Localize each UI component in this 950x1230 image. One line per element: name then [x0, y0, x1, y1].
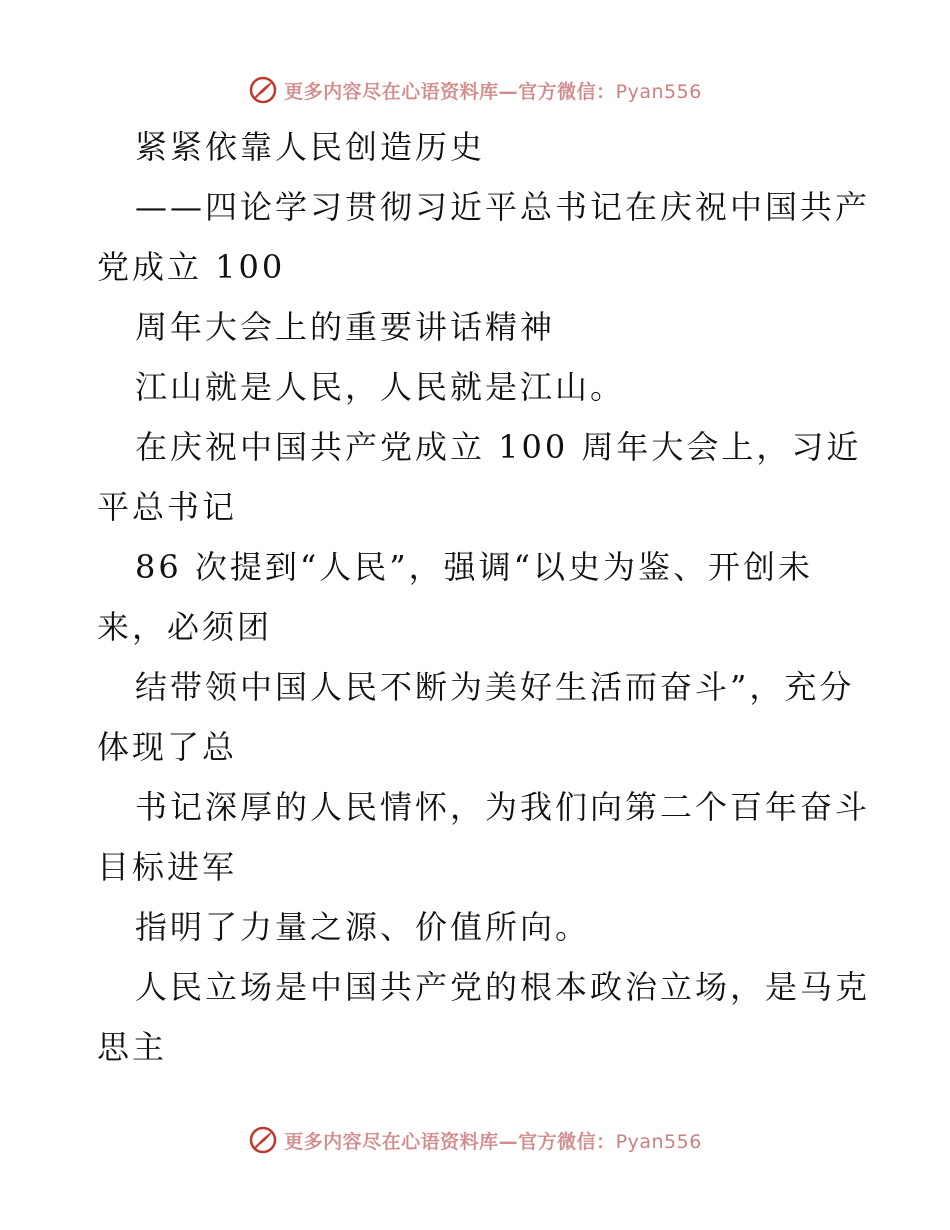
paragraph-line: 体现了总 [97, 728, 238, 766]
header-watermark [0, 70, 950, 110]
document-title: 紧紧依靠人民创造历史 [135, 128, 486, 166]
quill-logo-icon [248, 1125, 278, 1155]
document-subtitle-line: ——四论学习贯彻习近平总书记在庆祝中国共产 [135, 188, 871, 226]
paragraph-line: 目标进军 [97, 848, 238, 886]
document-subtitle-line: 党成立 100 [97, 248, 286, 286]
paragraph-line: 结带领中国人民不断为美好生活而奋斗”，充分 [135, 668, 855, 706]
watermark-text: 更多内容尽在心语资料库—官方微信：Pyan556 [284, 80, 702, 103]
paragraph-line: 江山就是人民，人民就是江山。 [135, 368, 626, 406]
footer-watermark [0, 1120, 950, 1160]
paragraph-line: 指明了力量之源、价值所向。 [135, 908, 591, 946]
paragraph-line: 书记深厚的人民情怀，为我们向第二个百年奋斗 [135, 788, 871, 826]
watermark-account: Pyan556 [615, 1130, 702, 1153]
watermark-text: 更多内容尽在心语资料库—官方微信：Pyan556 [284, 1130, 702, 1153]
paragraph-line: 在庆祝中国共产党成立 100 周年大会上，习近 [135, 428, 862, 466]
paragraph-line: 86 次提到“人民”，强调“以史为鉴、开创未 [135, 548, 813, 586]
paragraph-line: 人民立场是中国共产党的根本政治立场，是马克 [135, 968, 871, 1006]
paragraph-line: 来，必须团 [97, 608, 273, 646]
paragraph-line: 思主 [97, 1028, 168, 1066]
quill-logo-icon [248, 75, 278, 105]
watermark-account: Pyan556 [615, 80, 702, 103]
document-subtitle-line: 周年大会上的重要讲话精神 [135, 308, 556, 346]
paragraph-line: 平总书记 [97, 488, 238, 526]
